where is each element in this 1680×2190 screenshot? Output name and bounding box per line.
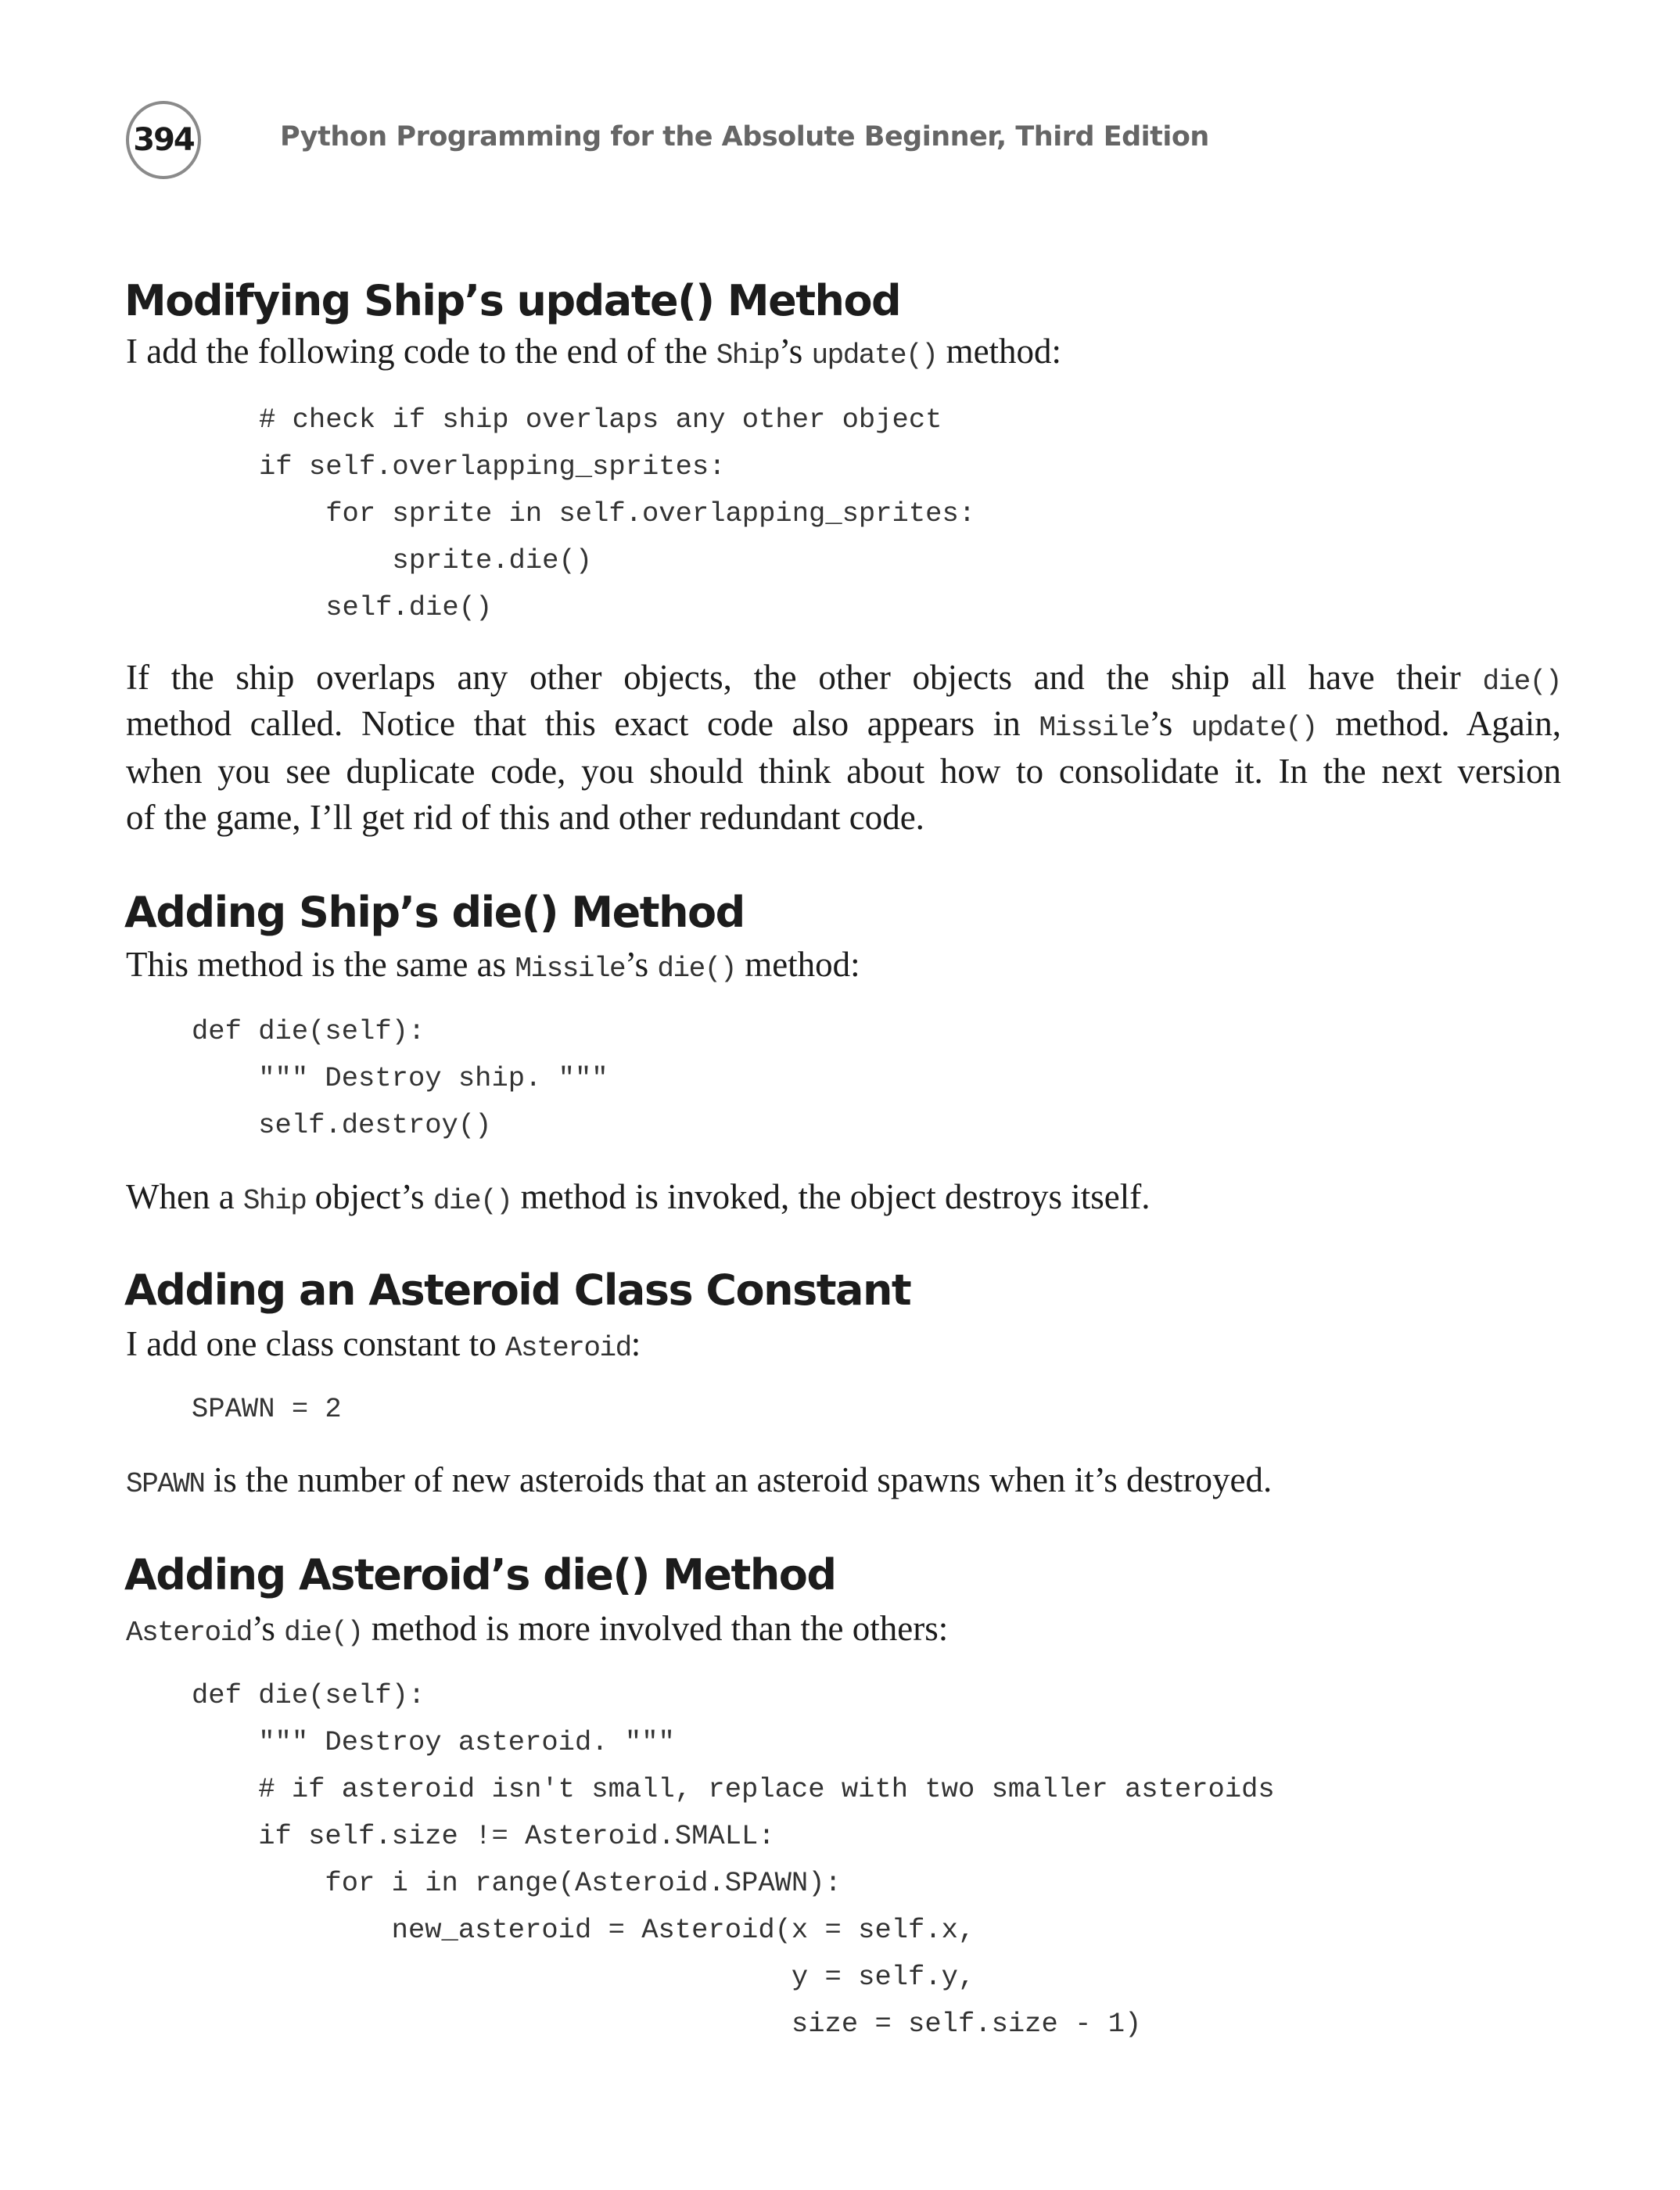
text-run: ’s xyxy=(251,1609,285,1648)
text-run: method: xyxy=(937,332,1062,371)
code-block xyxy=(259,397,975,631)
code-line: def die(self): xyxy=(192,1679,425,1711)
page-number: 394 xyxy=(126,101,201,179)
text-run: ’s xyxy=(625,945,658,984)
text-run: when you see duplicate code, you should think about how to consolidate it. In the next version xyxy=(126,752,1561,791)
text-run: method. Again, xyxy=(1316,704,1562,743)
text-run: This method is the same as xyxy=(126,945,515,984)
inline-code: Missile xyxy=(1039,712,1150,744)
code-line: if self.size != Asteroid.SMALL: xyxy=(192,1820,775,1852)
section-heading: Adding Asteroid’s die() Method xyxy=(124,1550,836,1599)
section-intro xyxy=(126,1320,1561,1372)
code-line: """ Destroy asteroid. """ xyxy=(192,1726,675,1758)
code-line: # if asteroid isn't small, replace with two smaller asteroids xyxy=(192,1773,1275,1805)
code-line: for i in range(Asteroid.SPAWN): xyxy=(192,1867,842,1899)
text-run: is the number of new asteroids that an asteroid spawns when it’s destroyed. xyxy=(204,1460,1273,1499)
code-line: SPAWN = 2 xyxy=(192,1393,342,1425)
inline-code: SPAWN xyxy=(126,1468,205,1500)
code-line: y = self.y, xyxy=(192,1961,975,1993)
text-run: ’s xyxy=(779,332,812,371)
text-run: If the ship overlaps any other objects, the other objects and the ship all have their xyxy=(126,658,1483,697)
paragraph-line xyxy=(126,1173,1561,1225)
inline-code: Asteroid xyxy=(504,1332,631,1364)
code-block xyxy=(192,1672,1275,2048)
code-block xyxy=(192,1386,342,1433)
text-run: When a xyxy=(126,1177,243,1216)
section-intro xyxy=(126,328,1561,379)
text-run: of the game, I’ll get rid of this and other redundant code. xyxy=(126,798,924,837)
text-run: object’s xyxy=(306,1177,433,1216)
inline-code: die() xyxy=(433,1185,512,1217)
section-intro xyxy=(126,1605,1561,1657)
text-run: method is invoked, the object destroys itself. xyxy=(512,1177,1151,1216)
code-block xyxy=(192,1008,608,1149)
inline-code: Ship xyxy=(716,339,780,372)
inline-code: update() xyxy=(1190,712,1317,744)
text-run: method is more involved than the others: xyxy=(362,1609,949,1648)
paragraph-line xyxy=(126,1456,1561,1508)
section-intro xyxy=(126,941,1561,993)
text-run: : xyxy=(630,1324,641,1363)
text-run: ’s xyxy=(1149,704,1191,743)
paragraph-line xyxy=(126,700,1561,752)
code-line: def die(self): xyxy=(192,1015,425,1047)
inline-code: die() xyxy=(1482,666,1561,698)
text-run: method called. Notice that this exact code also appears in xyxy=(126,704,1039,743)
code-line: sprite.die() xyxy=(259,544,593,576)
text-run: I add the following code to the end of the xyxy=(126,332,716,371)
inline-code: update() xyxy=(811,339,938,372)
code-line: new_asteroid = Asteroid(x = self.x, xyxy=(192,1914,975,1946)
code-line: """ Destroy ship. """ xyxy=(192,1062,608,1094)
code-line: if self.overlapping_sprites: xyxy=(259,451,726,483)
code-line: size = self.size - 1) xyxy=(192,2008,1142,2040)
inline-code: Missile xyxy=(515,953,626,985)
code-line: # check if ship overlaps any other object xyxy=(259,404,942,436)
inline-code: die() xyxy=(284,1617,363,1649)
paragraph-line xyxy=(126,654,1561,705)
section-heading: Adding Ship’s die() Method xyxy=(124,888,745,937)
inline-code: Asteroid xyxy=(126,1617,252,1649)
paragraph-line xyxy=(126,794,1561,841)
code-line: self.destroy() xyxy=(192,1109,492,1141)
inline-code: Ship xyxy=(242,1185,307,1217)
code-line: self.die() xyxy=(259,591,493,623)
running-header-title: Python Programming for the Absolute Beginner, Third Edition xyxy=(280,121,1209,153)
text-run: I add one class constant to xyxy=(126,1324,505,1363)
text-run: method: xyxy=(735,945,860,984)
inline-code: die() xyxy=(657,953,736,985)
code-line: for sprite in self.overlapping_sprites: xyxy=(259,497,976,530)
section-heading: Modifying Ship’s update() Method xyxy=(124,276,901,325)
paragraph-line xyxy=(126,748,1561,795)
section-heading: Adding an Asteroid Class Constant xyxy=(124,1266,911,1315)
